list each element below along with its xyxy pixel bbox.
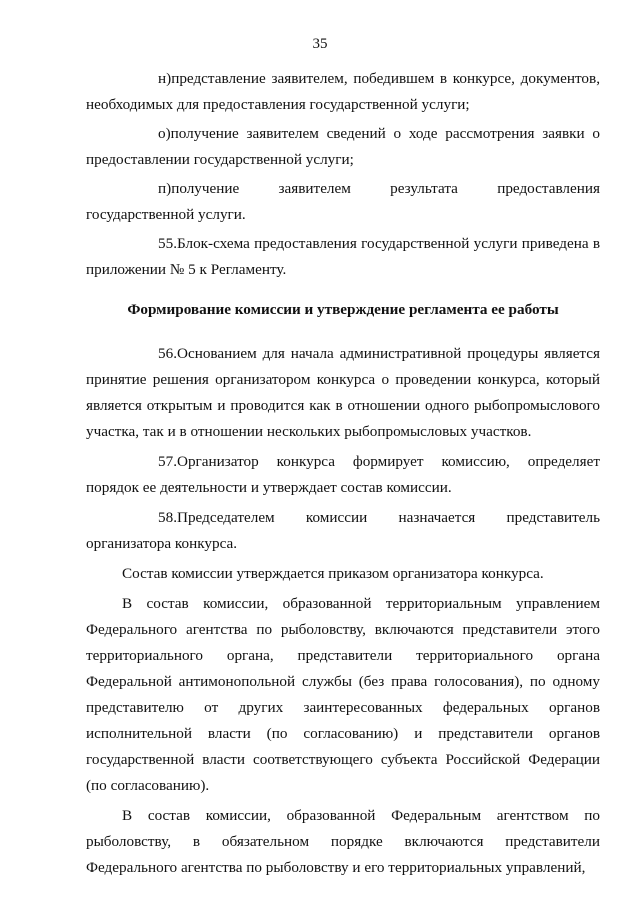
- clause-text: Председателем комиссии назначается представитель организатора конкурса.: [86, 509, 600, 552]
- paragraph-commission-order: Состав комиссии утверждается приказом организатора конкурса.: [122, 565, 544, 582]
- list-item-text: представление заявителем, победившем в конкурсе, документов, необходимых для предоставления государственной услуги;: [86, 70, 600, 113]
- page-number: 35: [312, 36, 328, 52]
- clause-55: [86, 231, 600, 283]
- section-heading: Формирование комиссии и утверждение регламента ее работы: [127, 301, 559, 318]
- clause-text: Организатор конкурса формирует комиссию, определяет порядок ее деятельности и утверждает состав комиссии.: [86, 453, 600, 496]
- document-body: [86, 66, 600, 885]
- paragraph-federal-commission: В состав комиссии, образованной Федеральным агентством по рыболовству, в обязательном порядке включаются представители Федерального агентства по рыболовству и его территориальных управлений,: [86, 807, 600, 876]
- list-marker: п): [158, 180, 172, 197]
- clause-56: [86, 341, 600, 445]
- list-item-o: [86, 121, 600, 173]
- clause-number: 57.: [158, 453, 177, 470]
- paragraph-territorial-commission: В состав комиссии, образованной территориальным управлением Федерального агентства по рыболовству, включаются представители этого территориального органа, представители территориального органа Федеральной антимонопольной службы (без права голосования), по одному представителю от других заинтересованных федеральных органов исполнительной власти (по согласованию) и представители органов государственной власти соответствующего субъекта Российской Федерации (по согласованию).: [86, 595, 600, 794]
- clause-number: 55.: [158, 235, 177, 252]
- list-marker: о): [158, 125, 171, 142]
- list-marker: н): [158, 70, 172, 87]
- clause-text: Блок-схема предоставления государственной услуги приведена в приложении № 5 к Регламенту.: [86, 235, 600, 278]
- clause-57: [86, 449, 600, 501]
- clause-58: [86, 505, 600, 557]
- list-item-text: получение заявителем результата предоставления государственной услуги.: [86, 180, 600, 223]
- list-item-p: [86, 176, 600, 228]
- clause-number: 56.: [158, 345, 177, 362]
- list-item-n: [86, 66, 600, 118]
- list-item-text: получение заявителем сведений о ходе рассмотрения заявки о предоставлении государственной услуги;: [86, 125, 600, 168]
- clause-text: Основанием для начала административной процедуры является принятие решения организатором конкурса о проведении конкурса, который является открытым и проводится как в отношении одного рыбопромыслового участка, так и в отношении нескольких рыбопромысловых участков.: [86, 345, 600, 440]
- clause-number: 58.: [158, 509, 177, 526]
